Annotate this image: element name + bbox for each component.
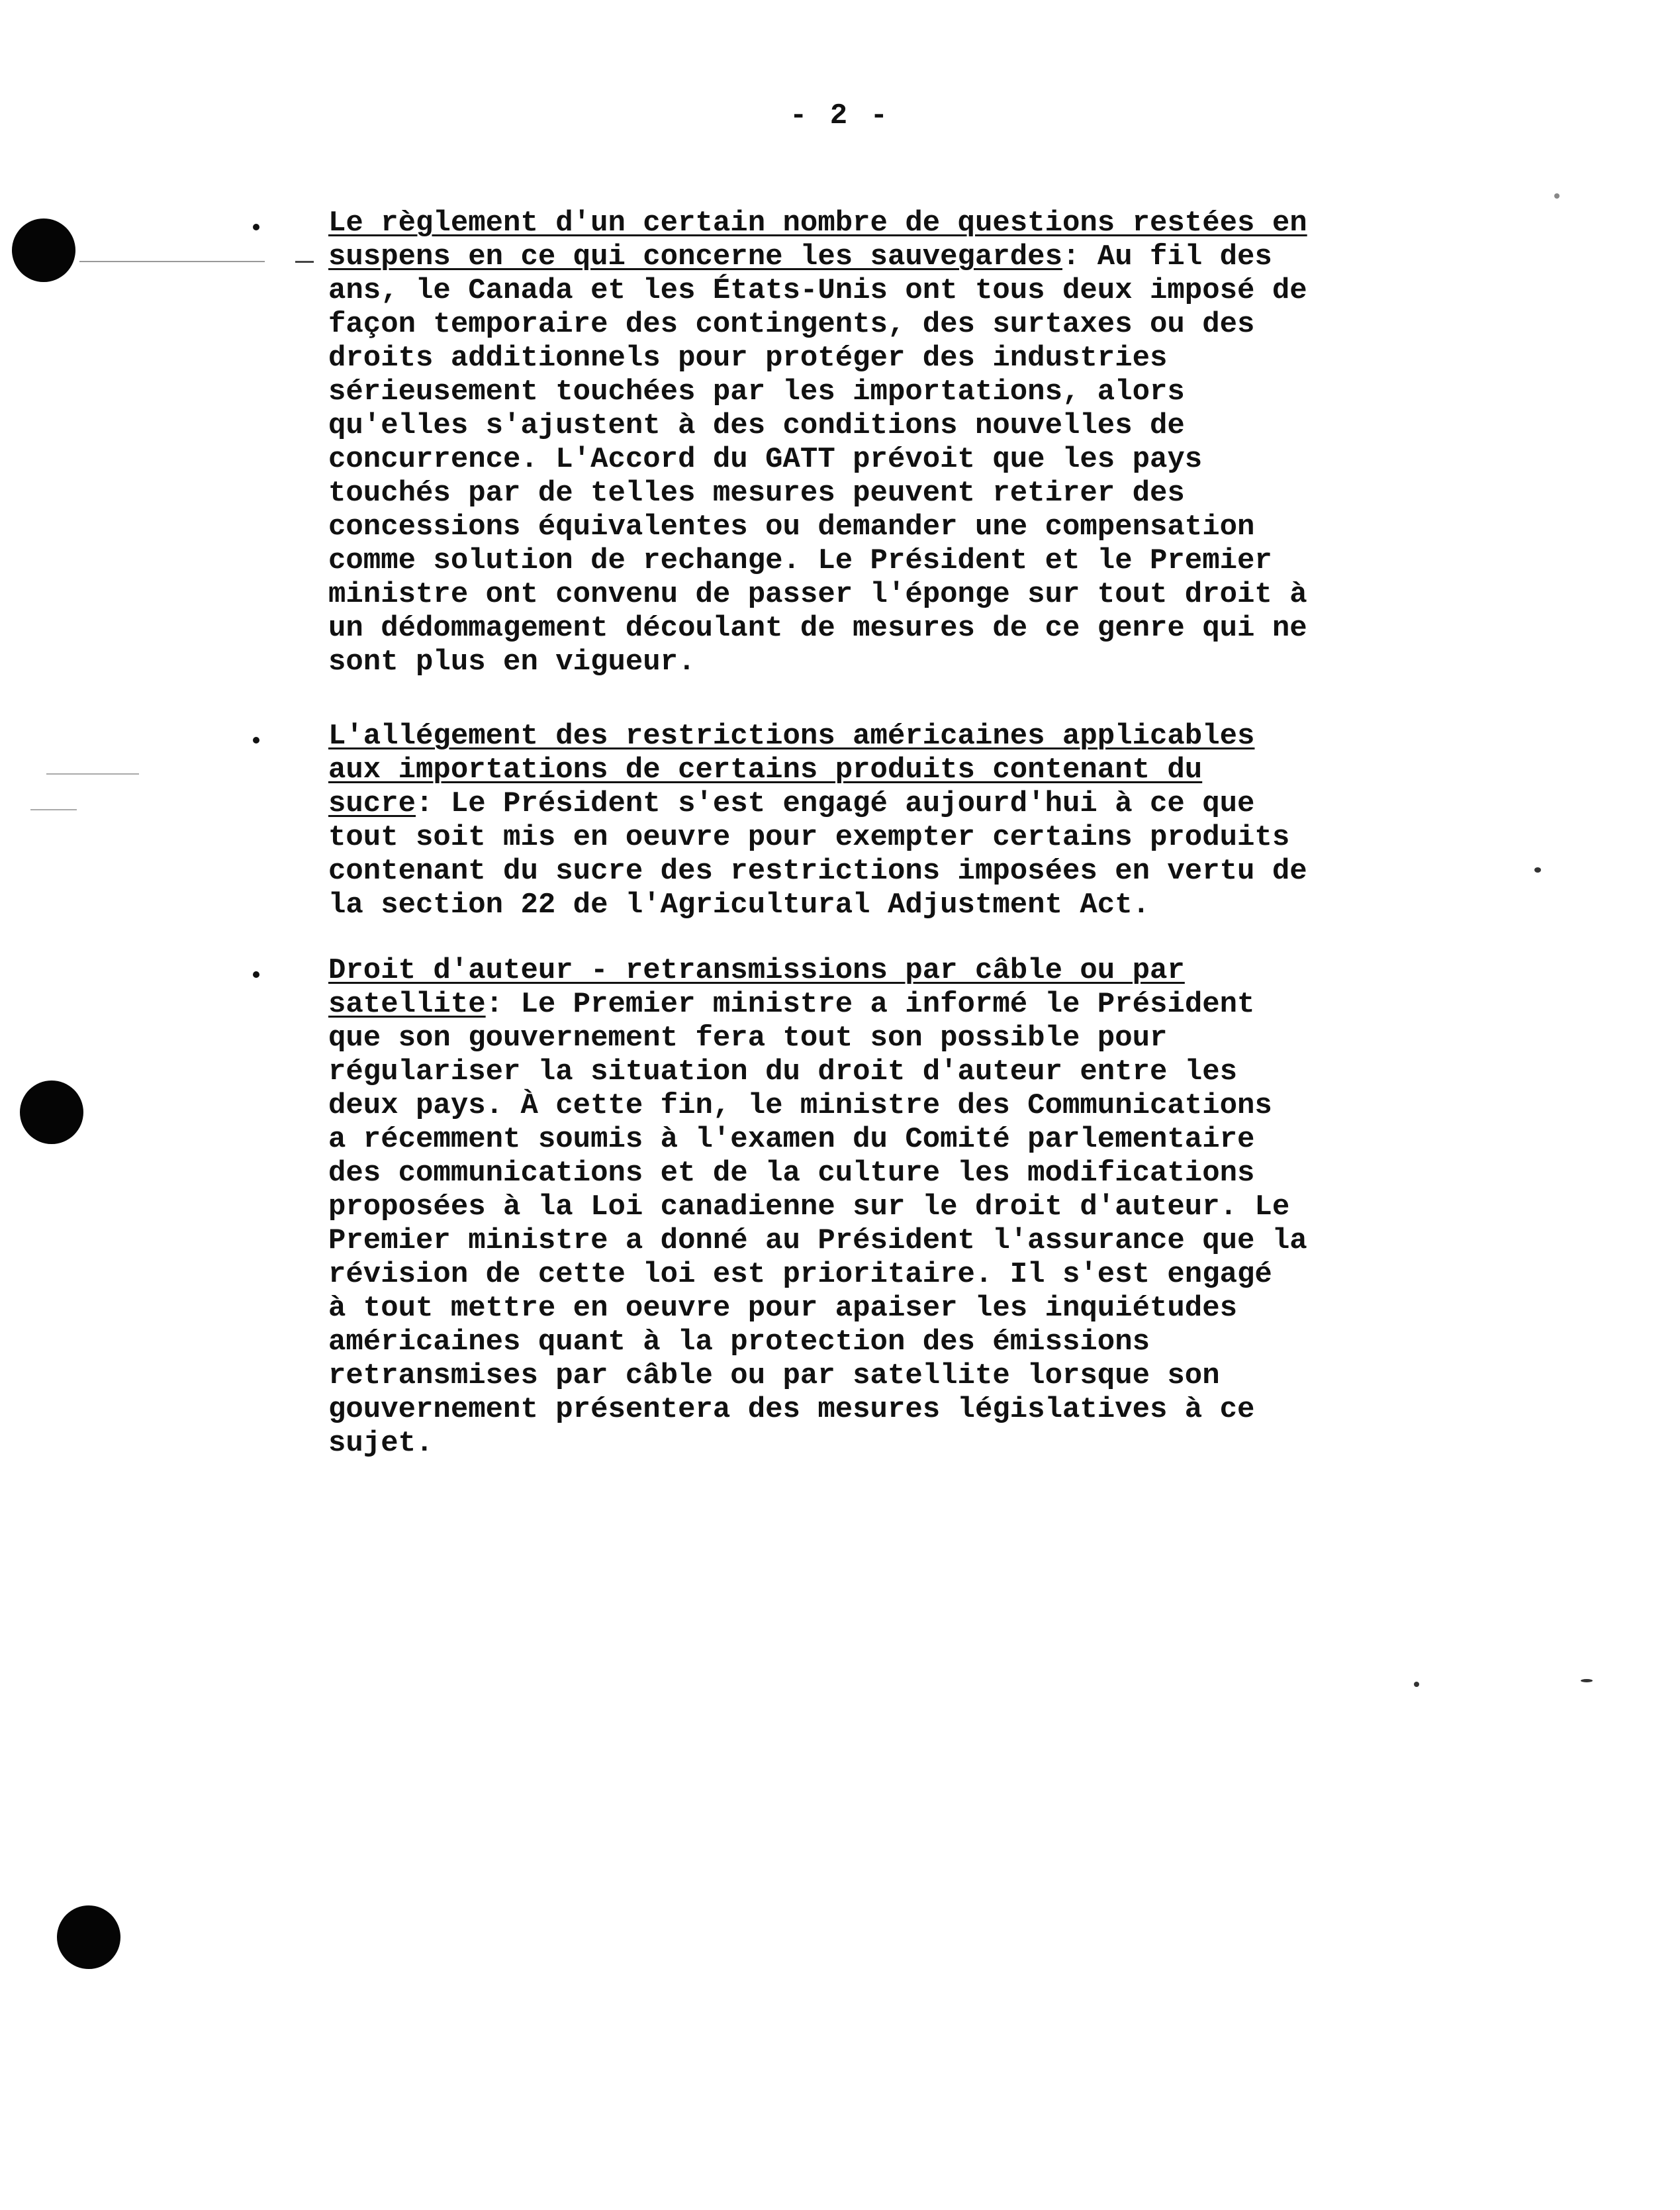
item-body: Au fil des ans, le Canada et les États-Unis ont tous deux imposé de façon temporaire des contingents, des surtaxes ou des droits additionnels pour protéger des industries sérieusement touchées par les importations, alors qu'elles s'ajustent à des conditions nouvelles de concurrence. L'Accord du GATT prévoit que les pays touchés par de telles mesures peuvent retirer des concessions équivalentes ou demander une compensation comme solution de rechange. Le Président et le Premier ministre ont convenu de passer l'éponge sur tout droit à un dédommagement découlant de mesures de ce genre qui ne sont plus en vigueur. [328, 240, 1307, 679]
punch-hole [12, 218, 75, 282]
list-item [328, 720, 1467, 922]
list-item [328, 207, 1467, 679]
item-heading: L'allégement des restrictions américaines applicables aux importations de certains produits contenant du sucre [328, 720, 1255, 820]
item-heading-separator: : [416, 787, 434, 820]
scan-mark [79, 261, 265, 262]
item-body: Le Président s'est engagé aujourd'hui à ce que tout soit mis en oeuvre pour exempter certains produits contenant du sucre des restrictions imposées en vertu de la section 22 de l'Agricultural Adjustment Act. [328, 787, 1307, 922]
scan-speck [1581, 1679, 1593, 1682]
bullet-point [253, 737, 259, 744]
item-heading: Le règlement d'un certain nombre de questions restées en suspens en ce qui concerne les sauvegardes [328, 207, 1307, 273]
item-heading-separator: : [1062, 240, 1080, 273]
item-body: Le Premier ministre a informé le Président que son gouvernement fera tout son possible pour régulariser la situation du droit d'auteur entre les deux pays. À cette fin, le ministre des Communications a récemment soumis à l'examen du Comité parlementaire des communications et de la culture les modifications proposées à la Loi canadienne sur le droit d'auteur. Le Premier ministre a donné au Président l'assurance que la révision de cette loi est prioritaire. Il s'est engagé à tout mettre en oeuvre pour apaiser les inquiétudes américaines quant à la protection des émissions retransmises par câble ou par satellite lorsque son gouvernement présentera des mesures législatives à ce sujet. [328, 988, 1307, 1460]
scan-mark [30, 809, 77, 810]
page-number: - 2 - [789, 99, 891, 132]
bullet-point [253, 224, 259, 230]
bullet-point [253, 971, 259, 978]
scan-mark [295, 261, 314, 263]
punch-hole [57, 1905, 120, 1969]
scan-speck [1534, 867, 1541, 873]
scan-mark [46, 773, 139, 775]
scan-speck [1414, 1682, 1419, 1687]
item-heading: Droit d'auteur - retransmissions par câble ou par satellite [328, 954, 1185, 1021]
punch-hole [20, 1081, 83, 1144]
scan-speck [1554, 193, 1560, 199]
item-heading-separator: : [485, 988, 504, 1021]
list-item [328, 954, 1467, 1461]
